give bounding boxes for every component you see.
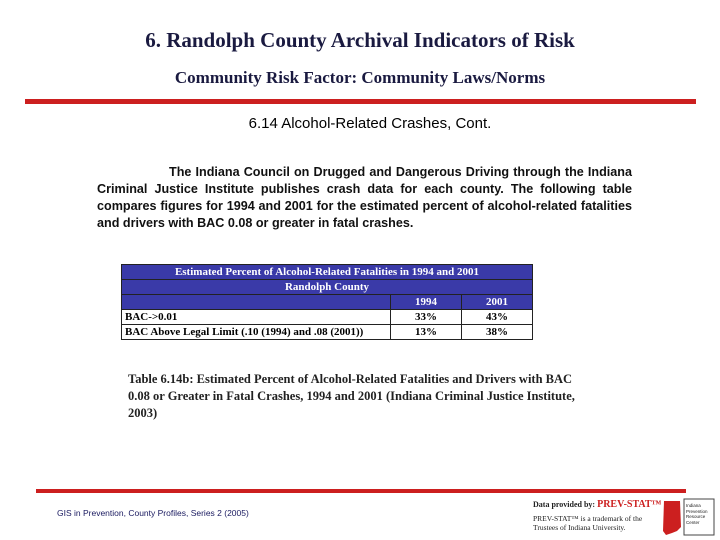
provider-brand: PREV-STAT™: [597, 499, 662, 510]
provided-label: Data provided by:: [533, 500, 596, 509]
table-county: Randolph County: [122, 280, 533, 295]
cell-2001: 38%: [462, 325, 533, 340]
column-header: [122, 295, 391, 310]
table-row: [122, 310, 533, 325]
data-table: [121, 264, 533, 340]
divider-top: [25, 99, 696, 104]
footer-series: GIS in Prevention, County Profiles, Series 2 (2005): [57, 508, 249, 518]
cell-1994: 13%: [391, 325, 462, 340]
column-header: 2001: [462, 295, 533, 310]
page-subtitle: Community Risk Factor: Community Laws/Norms: [174, 68, 546, 87]
cell-1994: 33%: [391, 310, 462, 325]
intro-paragraph: The Indiana Council on Drugged and Dangerous Driving through the Indiana Criminal Justice Institute publishes crash data for each county. The following table compares figures for 1994 and 2001 for the estimated percent of alcohol-related fatalities and drivers with BAC 0.08 or greater in fatal crashes.: [97, 165, 632, 230]
data-provider: [533, 499, 662, 510]
logo-text: Indiana Prevention Resource Center: [686, 503, 708, 525]
trademark-note: PREV-STAT™ is a trademark of the Trustees of Indiana University.: [533, 514, 643, 532]
table-caption: Table 6.14b: Estimated Percent of Alcohol-Related Fatalities and Drivers with BAC 0.08 or Greater in Fatal Crashes, 1994 and 2001 (Indiana Criminal Justice Institute, 2003): [128, 372, 575, 420]
table-row: [122, 325, 533, 340]
table-header-row: [122, 295, 533, 310]
section-heading: 6.14 Alcohol-Related Crashes, Cont.: [248, 115, 492, 132]
cell-2001: 43%: [462, 310, 533, 325]
page-title: 6. Randolph County Archival Indicators of Risk: [145, 28, 575, 52]
column-header: 1994: [391, 295, 462, 310]
table-title: Estimated Percent of Alcohol-Related Fatalities in 1994 and 2001: [122, 265, 533, 280]
divider-bottom: [36, 489, 686, 493]
row-label: BAC Above Legal Limit (.10 (1994) and .08 (2001)): [122, 325, 391, 340]
row-label: BAC->0.01: [122, 310, 391, 325]
